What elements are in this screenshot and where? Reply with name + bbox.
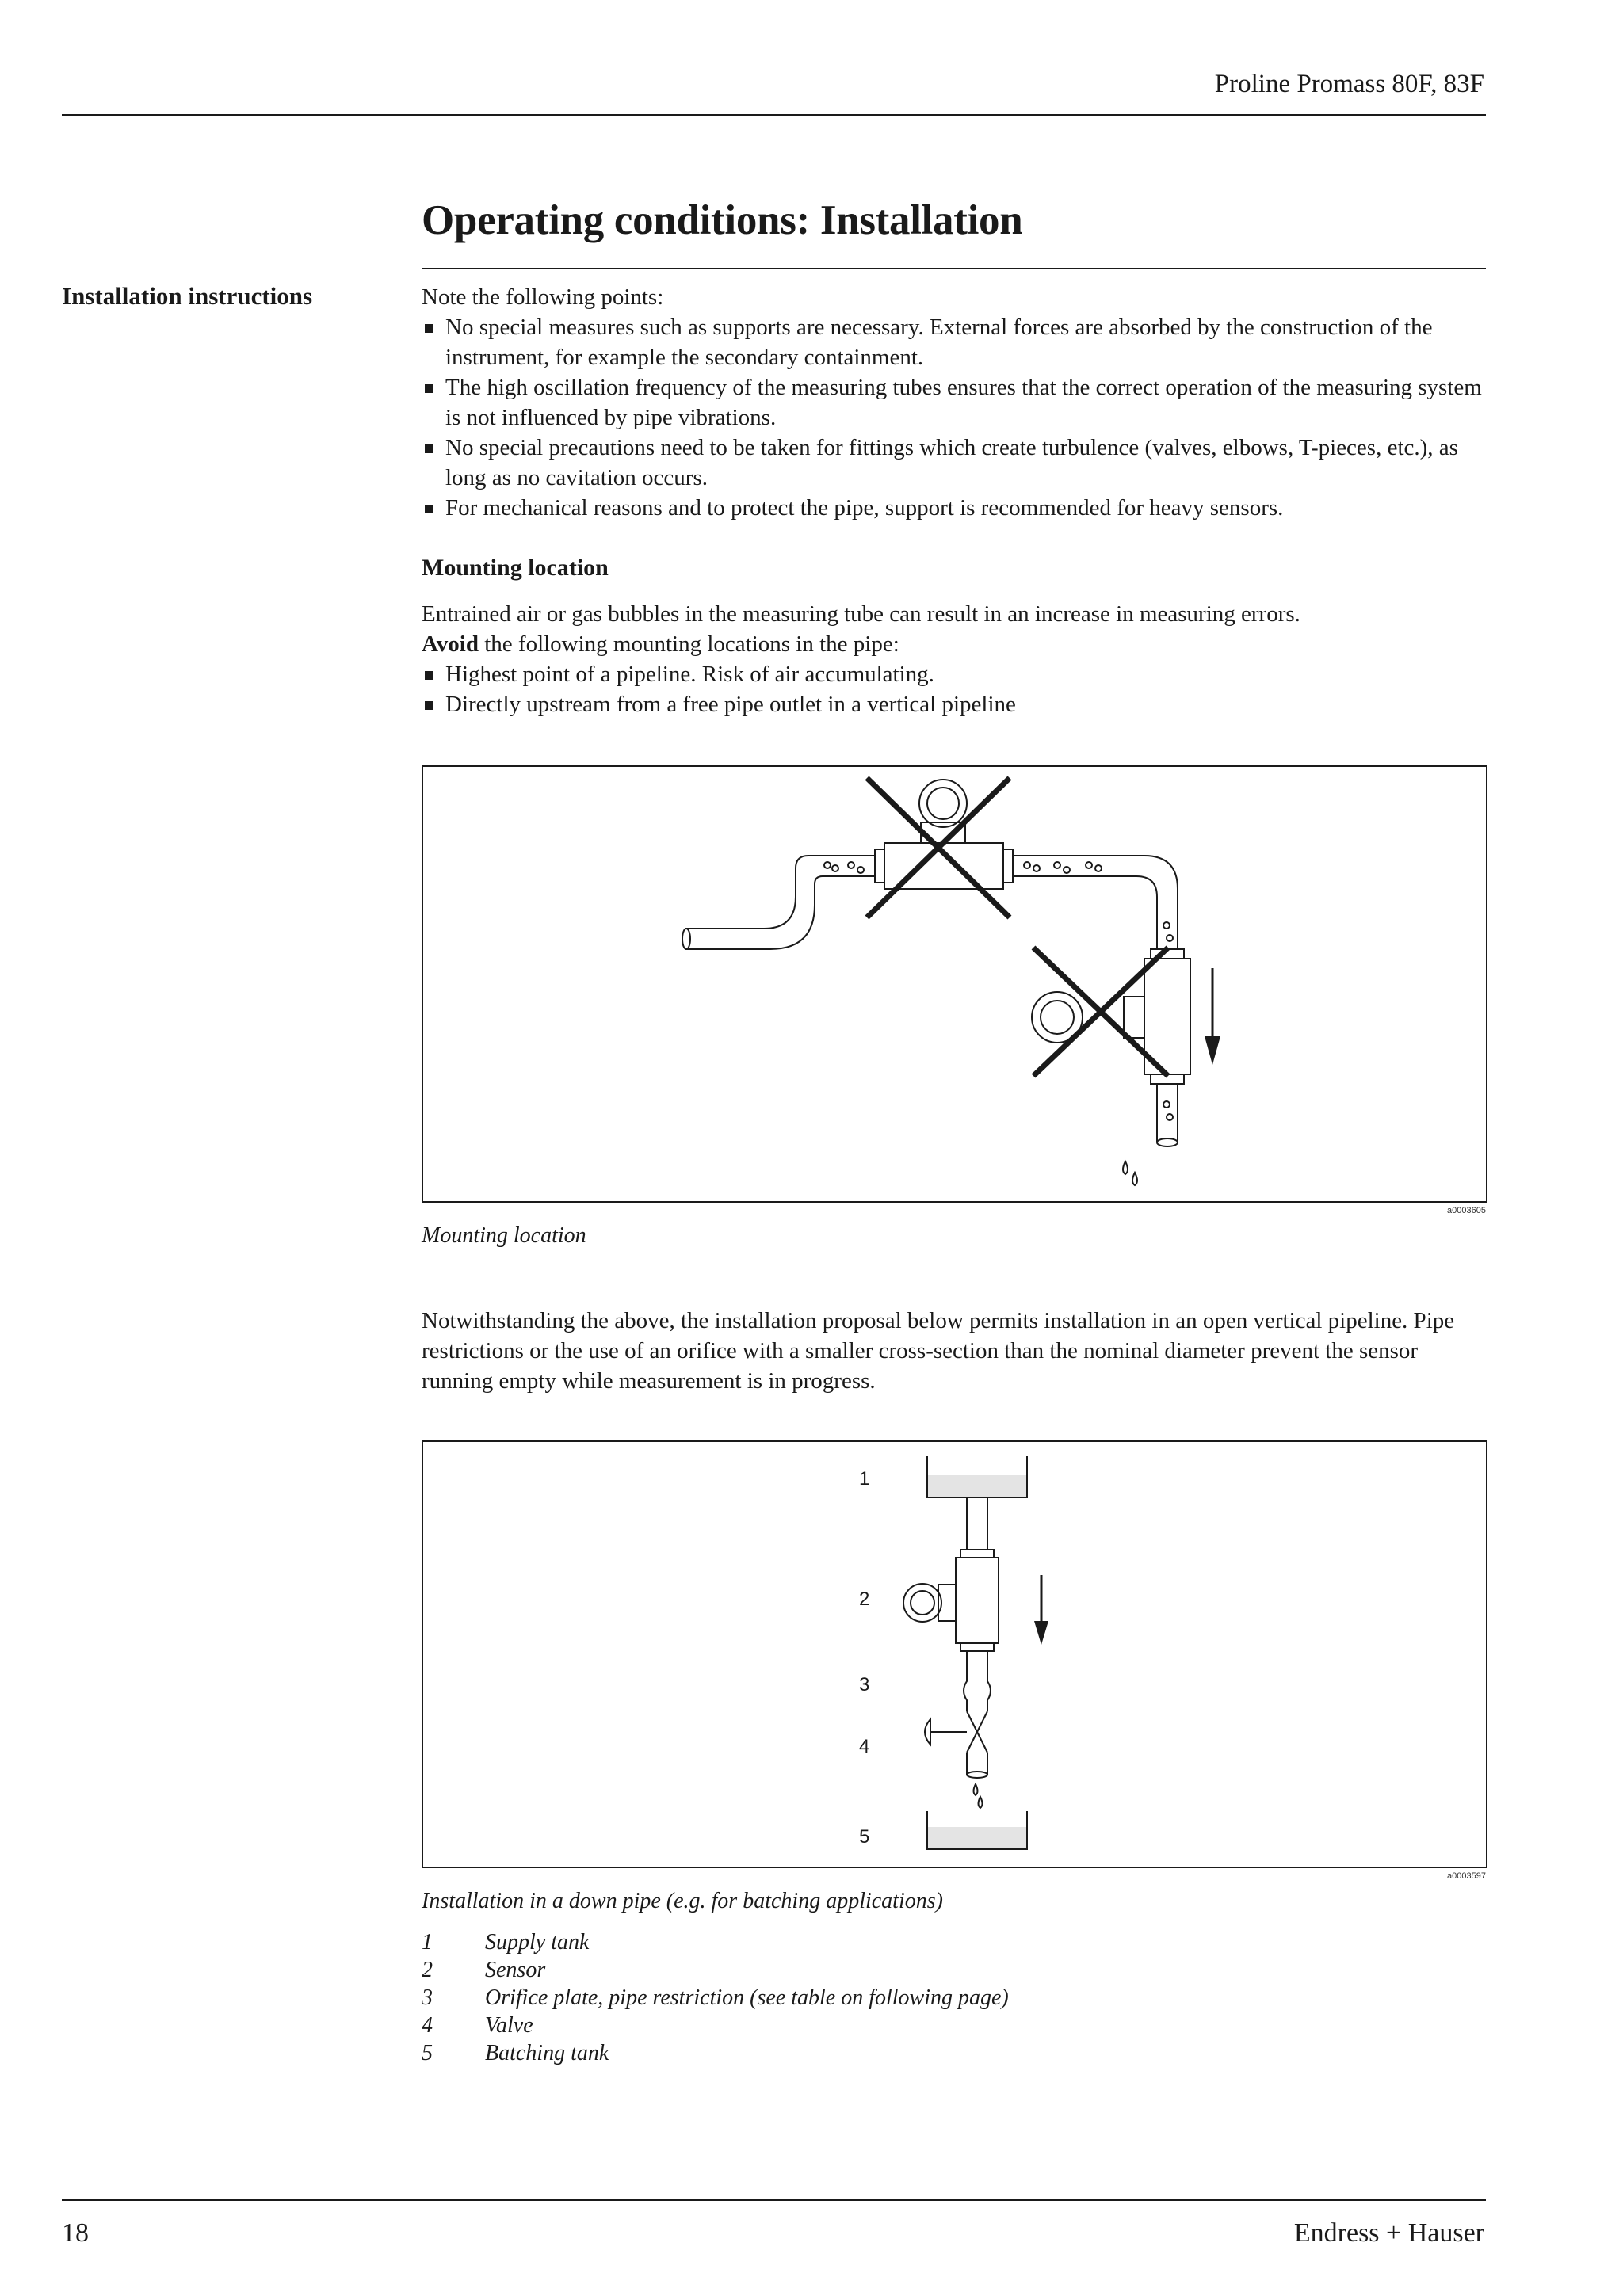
legend-number: 5 [422,2041,433,2065]
running-header: Proline Promass 80F, 83F [1214,70,1484,98]
figure-caption: Installation in a down pipe (e.g. for batching applications) [422,1889,943,1913]
legend-text: Valve [485,2013,533,2038]
mounting-heading: Mounting location [422,555,609,581]
list-item: The high oscillation frequency of the measuring tubes ensures that the correct operation of the measuring system is not influenced by pipe vibrations. [422,372,1487,433]
footer-rule [62,2199,1486,2201]
legend-item [422,2013,1373,2041]
legend-number: 1 [422,1930,433,1955]
instruction-list [422,312,1487,523]
figure-down-pipe [422,1440,1487,1881]
legend-text: Supply tank [485,1930,590,1955]
legend-number: 3 [422,1985,433,2010]
legend-item [422,1985,1373,2013]
list-item: No special precautions need to be taken for fittings which create turbulence (valves, elbows, T-pieces, etc.), as long as no cavitation occurs. [422,433,1487,493]
callout-3: 3 [859,1674,870,1695]
footer-brand: Endress + Hauser [1293,2218,1484,2248]
avoid-rest: the following mounting locations in the pipe: [478,631,899,657]
avoid-line [422,629,1487,659]
callout-5: 5 [859,1826,870,1848]
list-item: For mechanical reasons and to protect the pipe, support is recommended for heavy sensors. [422,493,1487,523]
intro-text: Note the following points: [422,284,664,310]
legend-item [422,2041,1373,2069]
legend-item [422,1958,1373,1985]
figure-legend [422,1930,1373,2069]
figure-code: a0003597 [1447,1871,1486,1881]
header-rule [62,114,1486,116]
legend-text: Batching tank [485,2041,609,2065]
list-item: No special measures such as supports are necessary. External forces are absorbed by the construction of the instrument, for example the secondary containment. [422,312,1487,372]
installation-paragraph: Notwithstanding the above, the installation proposal below permits installation in an open vertical pipeline. Pipe restrictions or the use of an orifice with a smaller cross-section than the nominal diameter prevent the sensor running empty while measurement is in progress. [422,1308,1455,1394]
legend-text: Orifice plate, pipe restriction (see table on following page) [485,1985,1009,2010]
down-pipe-diagram [423,1442,1486,1867]
page-title: Operating conditions: Installation [422,197,1023,243]
avoid-list [422,659,1487,719]
figure-code: a0003605 [1447,1206,1486,1215]
avoid-bold: Avoid [422,631,479,657]
mounting-text [422,599,1487,719]
legend-item [422,1930,1373,1958]
legend-text: Sensor [485,1958,546,1982]
list-item: Highest point of a pipeline. Risk of air accumulating. [422,659,1487,689]
figure-caption: Mounting location [422,1223,586,1248]
installation-instructions [422,282,1487,523]
page-number: 18 [62,2218,89,2248]
figure-mounting-location [422,765,1487,1215]
list-item: Directly upstream from a free pipe outlet in a vertical pipeline [422,689,1487,719]
title-rule [422,268,1486,269]
section-label: Installation instructions [62,282,313,310]
mounting-diagram [423,767,1486,1201]
legend-number: 4 [422,2013,433,2038]
callout-1: 1 [859,1468,870,1489]
callout-4: 4 [859,1736,870,1757]
legend-number: 2 [422,1958,433,1982]
mounting-paragraph: Entrained air or gas bubbles in the measuring tube can result in an increase in measuring errors. [422,601,1300,627]
callout-2: 2 [859,1589,870,1610]
